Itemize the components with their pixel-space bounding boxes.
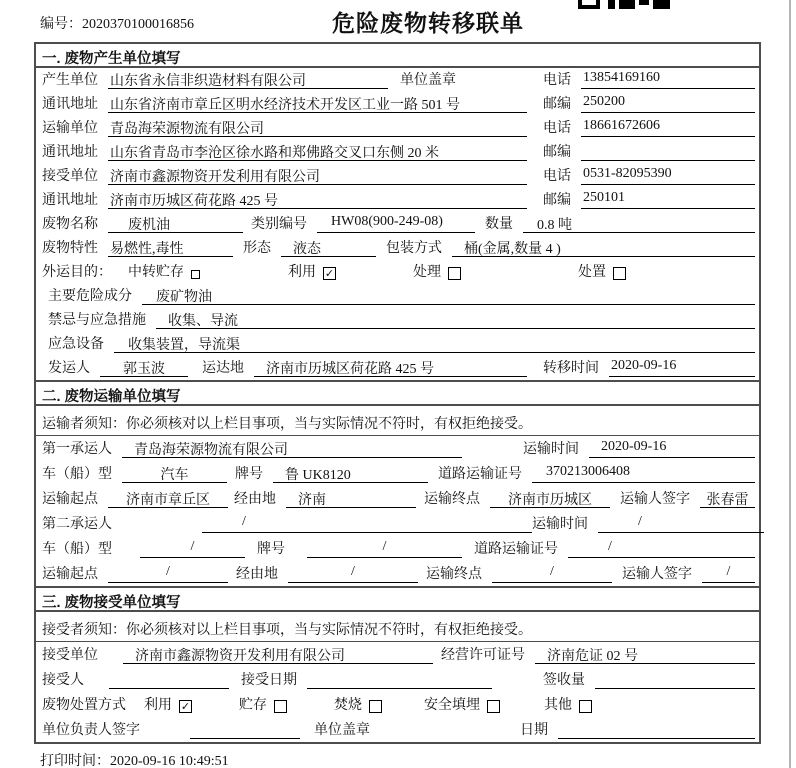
qr-block-icon xyxy=(608,0,615,9)
responsible-signature-row xyxy=(36,717,759,742)
license-value: 济南危证 02 号 xyxy=(535,645,755,664)
section1-title: 一. 废物产生单位填写 xyxy=(36,44,759,68)
acceptor-value xyxy=(109,670,229,689)
plate-label: 牌号 xyxy=(257,542,285,557)
quantity-label: 数量 xyxy=(485,217,513,232)
print-time-label: 打印时间： xyxy=(40,754,110,768)
transport-time-label: 运输时间 xyxy=(523,442,579,457)
qr-block-icon xyxy=(619,0,635,9)
hazard-components-value: 废矿物油 xyxy=(142,286,755,305)
plate-value: 鲁 UK8120 xyxy=(273,464,428,483)
emergency-equipment-value: 收集装置，导流渠 xyxy=(114,334,755,353)
accepting-unit-label: 接受单位 xyxy=(42,648,98,663)
receiver-phone-value: 0531-82095390 xyxy=(581,166,755,185)
transfer-time-label: 转移时间 xyxy=(543,361,599,376)
qr-code-fragment xyxy=(578,0,670,10)
manifest-form xyxy=(34,42,761,744)
unit-seal-label: 单位盖章 xyxy=(400,73,456,88)
section2-rows xyxy=(36,436,759,586)
producer-value: 山东省永信非织造材料有限公司 xyxy=(108,70,388,89)
transporter-label: 运输单位 xyxy=(42,121,98,136)
producer-phone-value: 13854169160 xyxy=(581,70,755,89)
receiver-address-value: 济南市历城区荷花路 425 号 xyxy=(108,190,527,209)
transport-purpose-row xyxy=(36,260,759,284)
phone-label: 电话 xyxy=(543,121,571,136)
second-vehicle-type-row xyxy=(36,536,759,561)
purpose-utilize-label: 利用 xyxy=(288,265,316,280)
destination-value: 济南市历城区荷花路 425 号 xyxy=(254,358,527,377)
receiver-address-row xyxy=(36,188,759,212)
road-permit-label: 道路运输证号 xyxy=(474,542,558,557)
category-label: 类别编号 xyxy=(251,217,307,232)
purpose-treat-label: 处理 xyxy=(413,265,441,280)
transport-time-value: 2020-09-16 xyxy=(589,439,755,458)
purpose-transfer-storage-checkbox xyxy=(191,270,200,279)
acceptor-label: 接受人 xyxy=(42,673,84,688)
transporter-row xyxy=(36,116,759,140)
disposal-landfill-label: 安全填埋 xyxy=(424,698,480,713)
vehicle-type-label: 车（船）型 xyxy=(42,467,112,482)
disposal-method-row xyxy=(36,692,759,717)
producer-label: 产生单位 xyxy=(42,73,98,88)
transporter-phone-value: 18661672606 xyxy=(581,118,755,137)
form-value: 液态 xyxy=(281,238,376,257)
transport-route-row xyxy=(36,486,759,511)
signed-quantity-label: 签收量 xyxy=(543,673,585,688)
form-label: 形态 xyxy=(243,241,271,256)
route-via-value: 济南 xyxy=(286,489,416,508)
waste-character-row xyxy=(36,236,759,260)
address-label: 通讯地址 xyxy=(42,193,98,208)
disposal-utilize-label: 利用 xyxy=(144,698,172,713)
section3-rows xyxy=(36,642,759,742)
receiver-notice: 接受者须知：你必须核对以上栏目事项，当与实际情况不符时，有权拒绝接受。 xyxy=(36,612,759,642)
emergency-equipment-label: 应急设备 xyxy=(48,337,104,352)
address-label: 通讯地址 xyxy=(42,145,98,160)
transport-time-label: 运输时间 xyxy=(532,517,588,532)
disposal-storage-label: 贮存 xyxy=(239,698,267,713)
section2-title: 二. 废物运输单位填写 xyxy=(36,380,759,406)
packing-label: 包装方式 xyxy=(386,241,442,256)
route-via-label: 经由地 xyxy=(234,492,276,507)
emergency-measures-label: 禁忌与应急措施 xyxy=(48,313,146,328)
route-start-value: 济南市章丘区 xyxy=(108,489,228,508)
address-label: 通讯地址 xyxy=(42,97,98,112)
second-carrier-row xyxy=(36,511,759,536)
zip-label: 邮编 xyxy=(543,193,571,208)
disposal-utilize-checkbox: ✓ xyxy=(180,700,191,713)
producer-row xyxy=(36,68,759,92)
qr-block-icon xyxy=(578,0,600,9)
second-transport-route-row xyxy=(36,561,759,586)
road-permit-value: 370213006408 xyxy=(532,464,755,483)
character-value: 易燃性,毒性 xyxy=(108,238,233,257)
route-via-label: 经由地 xyxy=(236,567,278,582)
purpose-dispose-checkbox xyxy=(613,267,626,280)
destination-label: 运达地 xyxy=(202,361,244,376)
shipper-row xyxy=(36,356,759,380)
receiver-zip-value: 250101 xyxy=(581,190,755,209)
accepting-unit-value: 济南市鑫源物资开发利用有限公司 xyxy=(123,645,433,664)
waste-name-value: 废机油 xyxy=(108,214,243,233)
serial-value: 2020370100016856 xyxy=(82,17,194,32)
second-vehicle-type-value: / xyxy=(140,539,245,558)
receiver-value: 济南市鑫源物资开发利用有限公司 xyxy=(108,166,527,185)
receiver-row xyxy=(36,164,759,188)
hazard-components-label: 主要危险成分 xyxy=(48,289,132,304)
second-route-end-value: / xyxy=(492,564,612,583)
emergency-equipment-row xyxy=(36,332,759,356)
second-road-permit-value: / xyxy=(568,539,755,558)
transporter-signature-value: 张春雷 xyxy=(700,489,755,508)
purpose-transfer-storage-label: 中转贮存 xyxy=(128,265,184,280)
disposal-storage-checkbox xyxy=(274,700,287,713)
second-route-start-value: / xyxy=(108,564,228,583)
print-time-value: 2020-09-16 10:49:51 xyxy=(110,754,229,768)
date-label: 日期 xyxy=(520,723,548,738)
emergency-measures-value: 收集、导流 xyxy=(156,310,755,329)
section3-title: 三. 废物接受单位填写 xyxy=(36,586,759,612)
print-time xyxy=(40,750,229,768)
vehicle-type-value: 汽车 xyxy=(122,464,227,483)
category-value: HW08(900-249-08) xyxy=(317,214,475,233)
second-carrier-label: 第二承运人 xyxy=(42,517,112,532)
signed-quantity-value xyxy=(595,670,755,689)
transporter-notice: 运输者须知：你必须核对以上栏目事项，当与实际情况不符时，有权拒绝接受。 xyxy=(36,406,759,436)
purpose-label: 外运目的： xyxy=(42,265,112,280)
page-title: 危险废物转移联单 xyxy=(332,10,524,36)
section1-rows xyxy=(36,68,759,380)
serial-label: 编号： xyxy=(40,17,82,32)
disposal-other-checkbox xyxy=(579,700,592,713)
phone-label: 电话 xyxy=(543,169,571,184)
producer-zip-value: 250200 xyxy=(581,94,755,113)
zip-label: 邮编 xyxy=(543,97,571,112)
vehicle-type-row xyxy=(36,461,759,486)
disposal-method-label: 废物处置方式 xyxy=(42,698,126,713)
shipper-value: 郭玉波 xyxy=(100,358,188,377)
route-start-label: 运输起点 xyxy=(42,492,98,507)
hazard-components-row xyxy=(36,284,759,308)
phone-label: 电话 xyxy=(543,73,571,88)
accept-date-label: 接受日期 xyxy=(241,673,297,688)
route-end-value: 济南市历城区 xyxy=(490,489,610,508)
acceptor-row xyxy=(36,667,759,692)
transporter-address-value: 山东省青岛市李沧区徐水路和郑佛路交叉口东侧 20 米 xyxy=(108,142,527,161)
accepting-unit-row xyxy=(36,642,759,667)
transporter-address-row xyxy=(36,140,759,164)
second-plate-value: / xyxy=(307,539,462,558)
page-edge-line xyxy=(789,0,791,768)
disposal-other-label: 其他 xyxy=(544,698,572,713)
transporter-value: 青岛海荣源物流有限公司 xyxy=(108,118,527,137)
waste-name-row xyxy=(36,212,759,236)
character-label: 废物特性 xyxy=(42,241,98,256)
receiver-label: 接受单位 xyxy=(42,169,98,184)
road-permit-label: 道路运输证号 xyxy=(438,467,522,482)
transfer-time-value: 2020-09-16 xyxy=(609,358,755,377)
first-carrier-label: 第一承运人 xyxy=(42,442,112,457)
purpose-dispose-label: 处置 xyxy=(578,265,606,280)
producer-address-row xyxy=(36,92,759,116)
first-carrier-value: 青岛海荣源物流有限公司 xyxy=(122,439,462,458)
transporter-signature-label: 运输人签字 xyxy=(620,492,690,507)
unit-seal-label: 单位盖章 xyxy=(314,723,370,738)
transporter-zip-value xyxy=(581,142,755,161)
qr-block-icon xyxy=(653,0,670,9)
vehicle-type-label: 车（船）型 xyxy=(42,542,112,557)
transporter-signature-label: 运输人签字 xyxy=(622,567,692,582)
first-carrier-row xyxy=(36,436,759,461)
second-route-via-value: / xyxy=(288,564,418,583)
packing-value: 桶(金属,数量 4 ) xyxy=(452,238,755,257)
responsible-signature-value xyxy=(190,720,300,739)
purpose-treat-checkbox xyxy=(448,267,461,280)
responsible-signature-label: 单位负责人签字 xyxy=(42,723,140,738)
license-label: 经营许可证号 xyxy=(441,648,525,663)
second-transporter-signature-value: / xyxy=(702,564,755,583)
date-value xyxy=(558,720,755,739)
waste-name-label: 废物名称 xyxy=(42,217,98,232)
second-carrier-value: / xyxy=(202,514,532,533)
zip-label: 邮编 xyxy=(543,145,571,160)
shipper-label: 发运人 xyxy=(48,361,90,376)
producer-address-value: 山东省济南市章丘区明水经济技术开发区工业一路 501 号 xyxy=(108,94,527,113)
plate-label: 牌号 xyxy=(235,467,263,482)
qr-block-icon xyxy=(639,0,649,5)
disposal-incinerate-checkbox xyxy=(369,700,382,713)
route-end-label: 运输终点 xyxy=(426,567,482,582)
disposal-landfill-checkbox xyxy=(487,700,500,713)
second-transport-time-value: / xyxy=(598,514,764,533)
disposal-incinerate-label: 焚烧 xyxy=(334,698,362,713)
route-end-label: 运输终点 xyxy=(424,492,480,507)
purpose-utilize-checkbox: ✓ xyxy=(324,267,335,280)
serial-number xyxy=(40,13,194,33)
emergency-measures-row xyxy=(36,308,759,332)
route-start-label: 运输起点 xyxy=(42,567,98,582)
quantity-value: 0.8 吨 xyxy=(523,214,755,233)
accept-date-value xyxy=(307,670,492,689)
